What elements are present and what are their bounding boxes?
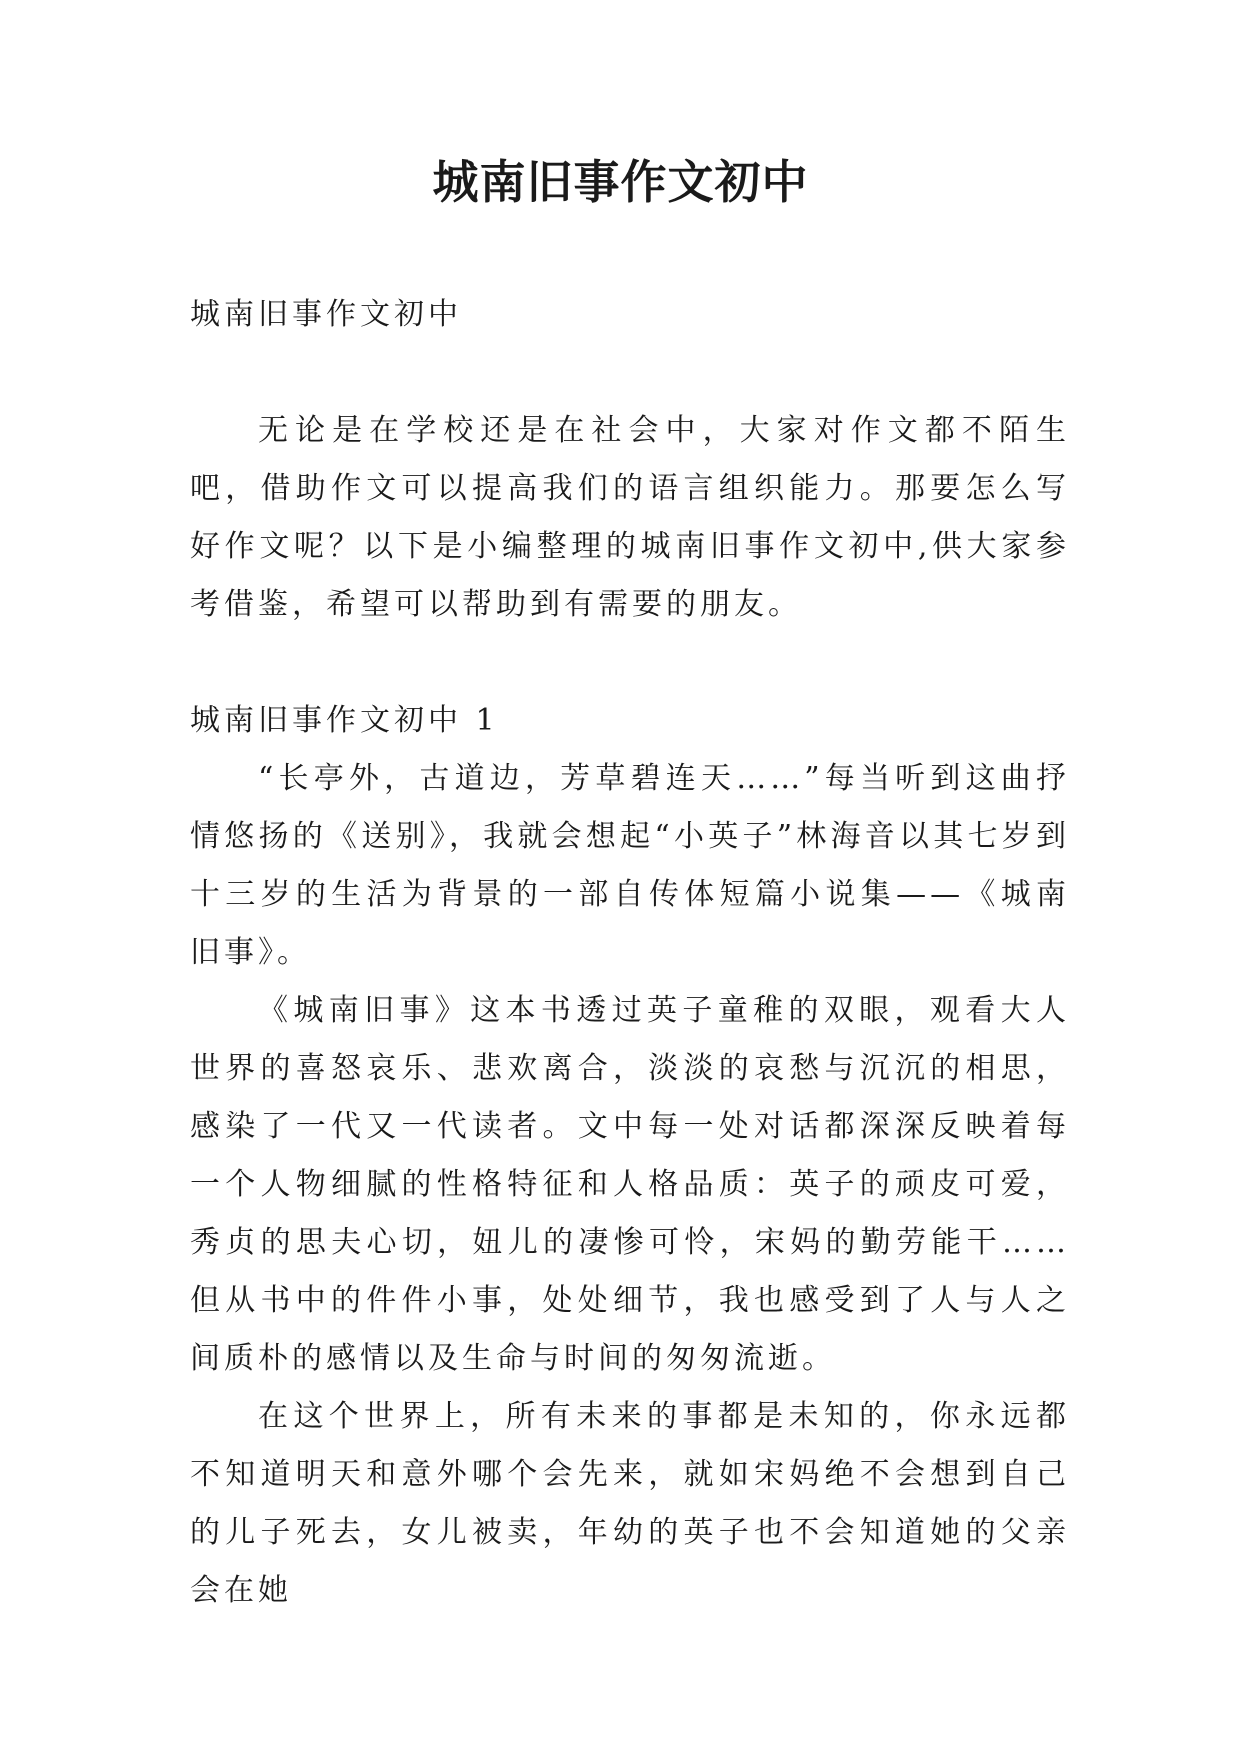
document-subtitle: 城南旧事作文初中: [190, 297, 462, 332]
body-paragraph-2: 《城南旧事》这本书透过英子童稚的双眼，观看大人世界的喜怒哀乐、悲欢离合，淡淡的哀愁与沉沉的相思，感染了一代又一代读者。文中每一处对话都深深反映着每一个人物细腻的性格特征和人格品质：英子的顽皮可爱，秀贞的思夫心切，妞儿的凄惨可怜，宋妈的勤劳能干……但从书中的件件小事，处处细节，我也感受到了人与人之间质朴的感情以及生命与时间的匆匆流逝。: [190, 993, 1070, 1376]
body-paragraph-3: 在这个世界上，所有未来的事都是未知的，你永远都不知道明天和意外哪个会先来，就如宋妈绝不会想到自己的儿子死去，女儿被卖，年幼的英子也不会知道她的父亲会在她: [190, 1399, 1070, 1608]
intro-paragraph: 无论是在学校还是在社会中，大家对作文都不陌生吧，借助作文可以提高我们的语言组织能力。那要怎么写好作文呢？以下是小编整理的城南旧事作文初中,供大家参考借鉴，希望可以帮助到有需要的朋友。: [190, 413, 1070, 622]
document-body: [190, 286, 1070, 1620]
section-heading: 城南旧事作文初中 1: [190, 703, 499, 738]
document-title: 城南旧事作文初中: [432, 155, 809, 209]
body-paragraph-1: “长亭外，古道边，芳草碧连天……”每当听到这曲抒情悠扬的《送别》，我就会想起“小英子”林海音以其七岁到十三岁的生活为背景的一部自传体短篇小说集——《城南旧事》。: [190, 761, 1070, 970]
